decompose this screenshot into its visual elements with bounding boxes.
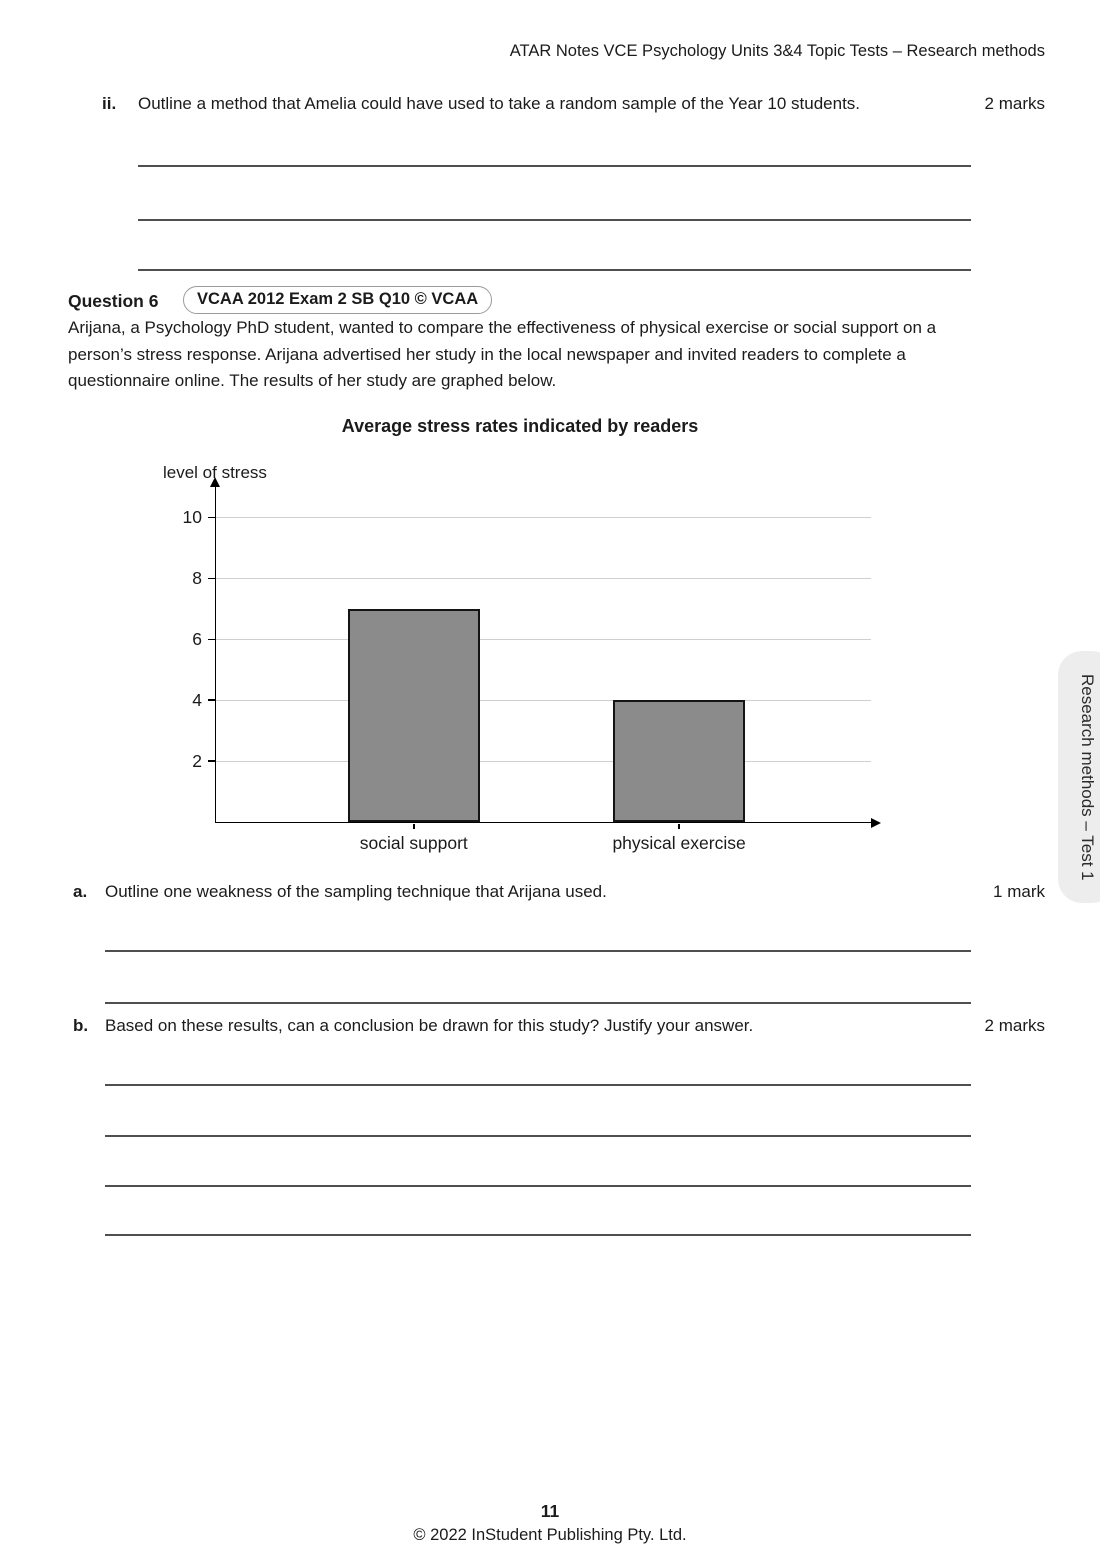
answer-line <box>105 1084 971 1086</box>
x-category-label: physical exercise <box>612 833 746 853</box>
answer-line <box>138 269 971 271</box>
bar-social-support <box>348 609 480 822</box>
y-tick <box>208 760 215 762</box>
gridline <box>216 639 871 640</box>
x-tick <box>678 824 680 829</box>
y-tick <box>208 578 215 580</box>
y-tick-label: 8 <box>192 568 202 589</box>
question-6-heading: Question 6 <box>68 291 159 311</box>
header-title: ATAR Notes VCE Psychology Units 3&4 Topic Tests – Research methods <box>509 42 1045 60</box>
answer-line <box>105 1135 971 1137</box>
x-tick <box>413 824 415 829</box>
question-b-marks: 2 marks <box>984 1016 1045 1035</box>
y-tick <box>208 517 215 519</box>
x-category-label: social support <box>359 833 468 853</box>
answer-line <box>138 219 971 221</box>
gridline <box>216 578 871 579</box>
page-number: 11 <box>540 1501 560 1521</box>
copyright-notice: © 2022 InStudent Publishing Pty. Ltd. <box>413 1526 687 1544</box>
chart-title: Average stress rates indicated by readers <box>341 416 699 436</box>
side-tab-label: Research methods – Test 1 <box>1078 673 1097 881</box>
chart-y-axis-label: level of stress <box>163 463 267 482</box>
answer-line <box>105 1185 971 1187</box>
question-ii-marks: 2 marks <box>984 94 1045 113</box>
y-tick-label: 2 <box>192 751 202 772</box>
y-tick-label: 10 <box>182 507 202 528</box>
question-b-number: b. <box>73 1016 89 1035</box>
gridline <box>216 517 871 518</box>
bar-physical-exercise <box>613 700 745 822</box>
question-ii-text: Outline a method that Amelia could have used to take a random sample of the Year 10 students. <box>138 94 861 113</box>
side-tab-research-methods-test-1 <box>1058 651 1100 903</box>
answer-line <box>105 1002 971 1004</box>
question-ii-number: ii. <box>102 94 117 113</box>
question-6-source-badge: VCAA 2012 Exam 2 SB Q10 © VCAA <box>183 286 492 314</box>
y-tick <box>208 639 215 641</box>
y-axis-arrow-icon <box>210 477 220 487</box>
chart-plot <box>182 487 871 853</box>
question-a-number: a. <box>73 882 88 901</box>
answer-line <box>105 1234 971 1236</box>
question-b-text: Based on these results, can a conclusion be drawn for this study? Justify your answer. <box>105 1016 754 1035</box>
answer-line <box>138 165 971 167</box>
y-tick-label: 6 <box>192 629 202 650</box>
question-6-body: Arijana, a Psychology PhD student, wanted to compare the effectiveness of physical exercise or social support on a person’s stress response. Arijana advertised her study in the local newspaper and invited readers to complete a questionnaire online. The results of her study are graphed below. <box>68 318 937 390</box>
gridline <box>216 700 871 701</box>
x-axis-arrow-icon <box>871 818 881 828</box>
page-header <box>0 42 1045 61</box>
y-tick-label: 4 <box>192 690 202 711</box>
y-tick <box>208 699 215 701</box>
gridline <box>216 761 871 762</box>
question-a-marks: 1 mark <box>993 882 1045 901</box>
answer-line <box>105 950 971 952</box>
question-a-text: Outline one weakness of the sampling technique that Arijana used. <box>105 882 607 901</box>
